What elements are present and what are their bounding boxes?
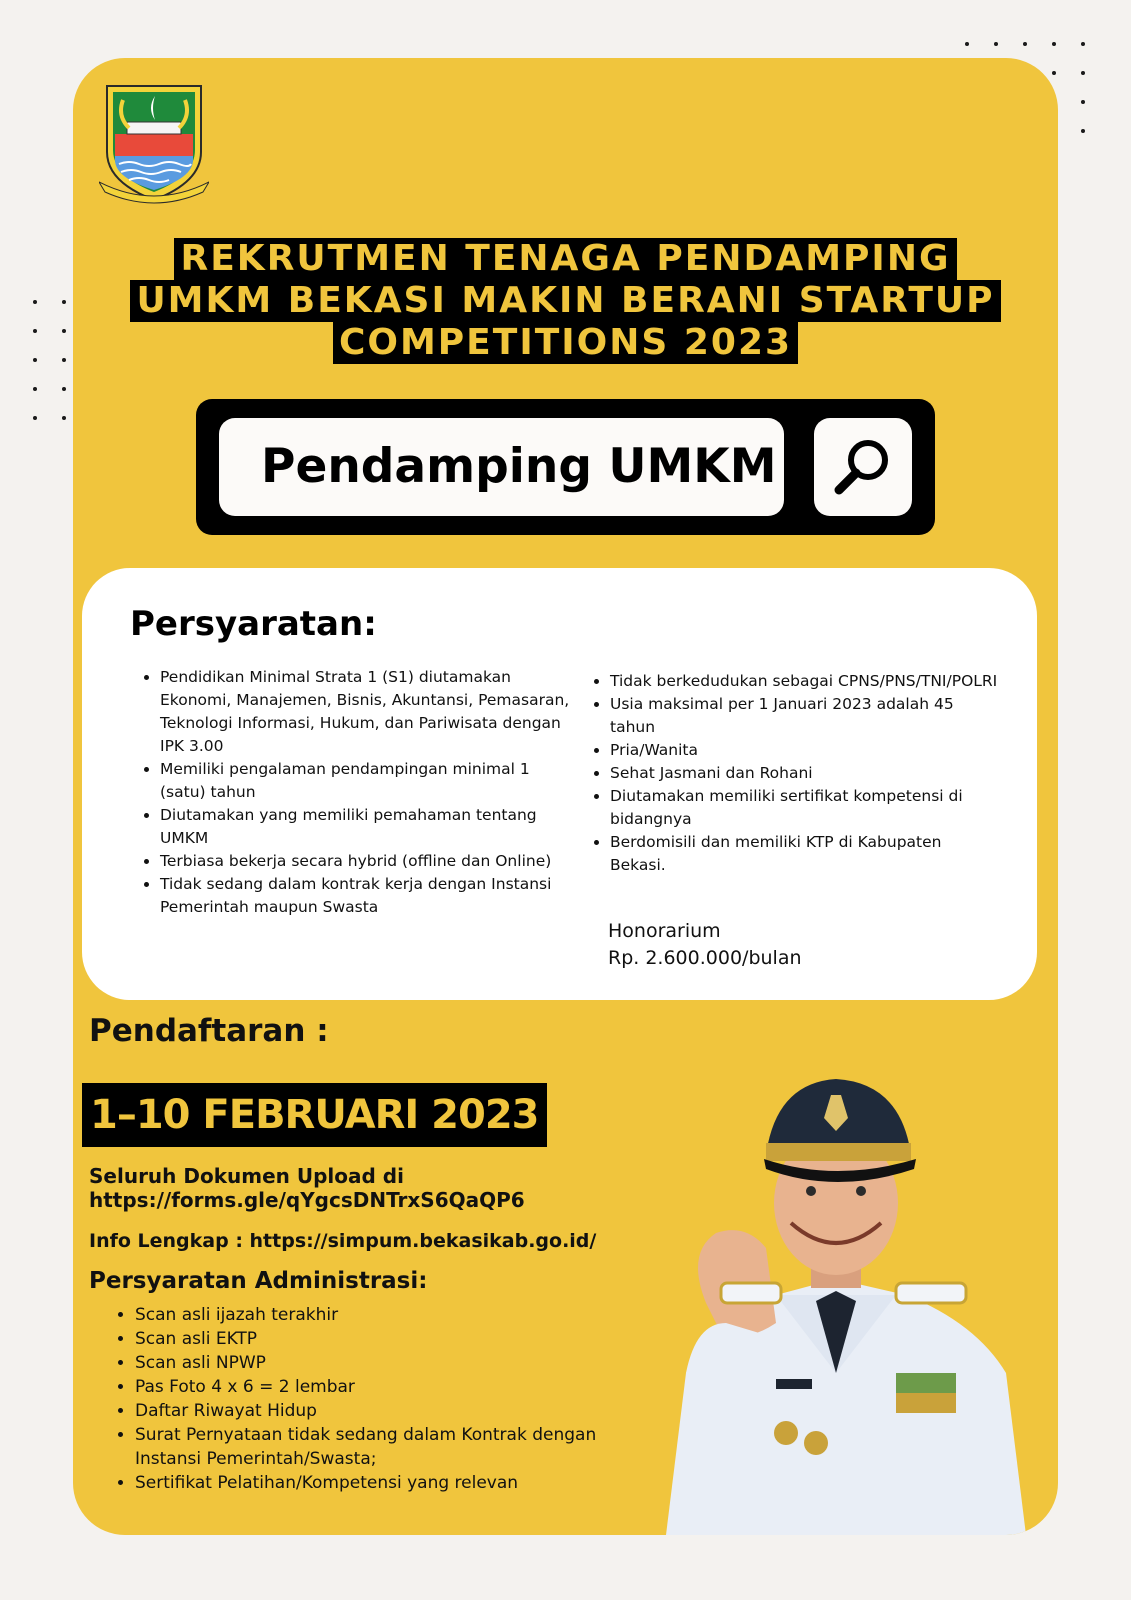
- requirement-item: • Tidak berkedudukan sebagai CPNS/PNS/TNI/POLRI: [610, 670, 1000, 693]
- admin-item: • Scan asli ijazah terakhir: [135, 1303, 655, 1327]
- requirement-item: • Usia maksimal per 1 Januari 2023 adalah 45 tahun: [610, 693, 1000, 739]
- upload-info: [89, 1164, 525, 1212]
- decorative-dot: [33, 416, 37, 420]
- title-line: COMPETITIONS 2023: [333, 322, 798, 364]
- requirement-item: • Sehat Jasmani dan Rohani: [610, 762, 1000, 785]
- decorative-dot: [62, 300, 66, 304]
- decorative-dot: [994, 42, 998, 46]
- decorative-dot: [1081, 100, 1085, 104]
- admin-item: • Surat Pernyataan tidak sedang dalam Kontrak dengan Instansi Pemerintah/Swasta;: [135, 1423, 655, 1471]
- decorative-dot: [1023, 42, 1027, 46]
- title-line: UMKM BEKASI MAKIN BERANI STARTUP: [130, 280, 1000, 322]
- main-title: [73, 238, 1058, 364]
- decorative-dot: [62, 329, 66, 333]
- requirements-title: Persyaratan:: [130, 604, 377, 644]
- registration-label: Pendaftaran :: [89, 1013, 329, 1049]
- upload-text: Seluruh Dokumen Upload di: [89, 1164, 404, 1188]
- decorative-dot: [33, 300, 37, 304]
- requirement-item: • Berdomisili dan memiliki KTP di Kabupaten Bekasi.: [610, 831, 1000, 877]
- upload-link[interactable]: https://forms.gle/qYgcsDNTrxS6QaQP6: [89, 1188, 525, 1212]
- decorative-dot: [33, 329, 37, 333]
- poster-card: [73, 58, 1058, 1535]
- decorative-dot: [1081, 129, 1085, 133]
- requirement-item: • Pendidikan Minimal Strata 1 (S1) diutamakan Ekonomi, Manajemen, Bisnis, Akuntansi, Pemasaran, Teknologi Informasi, Hukum, dan Pariwisata dengan IPK 3.00: [160, 666, 570, 758]
- admin-item: • Daftar Riwayat Hidup: [135, 1399, 655, 1423]
- decorative-dot: [62, 358, 66, 362]
- admin-item: • Pas Foto 4 x 6 = 2 lembar: [135, 1375, 655, 1399]
- honorarium-value: Rp. 2.600.000/bulan: [608, 947, 802, 969]
- admin-requirements-title: Persyaratan Administrasi:: [89, 1268, 428, 1294]
- admin-requirements-list: [107, 1303, 655, 1495]
- admin-item: • Scan asli NPWP: [135, 1351, 655, 1375]
- requirement-item: • Tidak sedang dalam kontrak kerja dengan Instansi Pemerintah maupun Swasta: [160, 873, 570, 919]
- search-icon: [832, 436, 894, 498]
- admin-item: • Scan asli EKTP: [135, 1327, 655, 1351]
- title-line: REKRUTMEN TENAGA PENDAMPING: [174, 238, 956, 280]
- search-field: Pendamping UMKM: [219, 418, 784, 516]
- requirement-item: • Terbiasa bekerja secara hybrid (offline dan Online): [160, 850, 570, 873]
- decorative-dot: [1052, 42, 1056, 46]
- official-portrait: [626, 1073, 1058, 1535]
- requirement-item: • Diutamakan memiliki sertifikat kompetensi di bidangnya: [610, 785, 1000, 831]
- admin-item: • Sertifikat Pelatihan/Kompetensi yang relevan: [135, 1471, 655, 1495]
- decorative-dot: [62, 416, 66, 420]
- bekasi-crest-logo: [99, 82, 209, 206]
- search-bar: [196, 399, 935, 535]
- requirement-item: • Memiliki pengalaman pendampingan minimal 1 (satu) tahun: [160, 758, 570, 804]
- decorative-dot: [33, 358, 37, 362]
- honorarium-label: Honorarium: [608, 920, 721, 942]
- search-button: [814, 418, 912, 516]
- info-link[interactable]: Info Lengkap : https://simpum.bekasikab.go.id/: [89, 1230, 597, 1252]
- decorative-dot: [1052, 71, 1056, 75]
- requirements-list-right: [582, 670, 1000, 877]
- requirements-card: [82, 568, 1037, 1000]
- decorative-dot: [965, 42, 969, 46]
- requirements-list-left: [132, 666, 570, 919]
- registration-date: 1–10 FEBRUARI 2023: [82, 1083, 547, 1147]
- requirement-item: • Pria/Wanita: [610, 739, 1000, 762]
- decorative-dot: [62, 387, 66, 391]
- requirement-item: • Diutamakan yang memiliki pemahaman tentang UMKM: [160, 804, 570, 850]
- decorative-dot: [1081, 71, 1085, 75]
- honorarium: [608, 918, 802, 972]
- decorative-dot: [33, 387, 37, 391]
- decorative-dot: [1081, 42, 1085, 46]
